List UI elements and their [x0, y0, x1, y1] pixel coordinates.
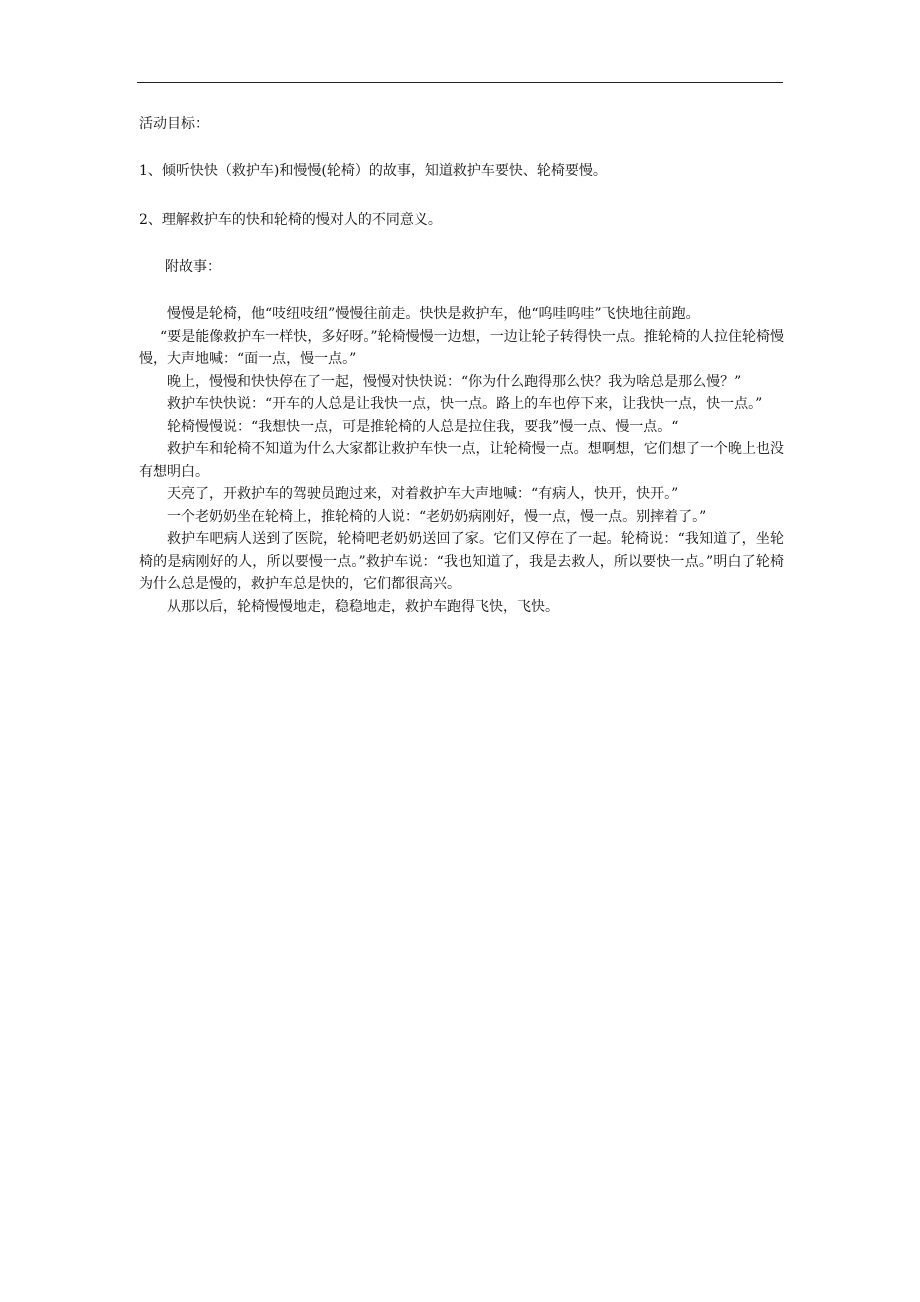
story-paragraph: 一个老奶奶坐在轮椅上，推轮椅的人说：“老奶奶病刚好，慢一点，慢一点。别摔着了。” — [167, 508, 707, 525]
story-paragraph: 慢慢是轮椅，他“吱纽吱纽”慢慢往前走。快快是救护车，他“呜哇呜哇”飞快地往前跑。 — [167, 306, 700, 322]
story-heading: 附故事： — [165, 259, 221, 275]
objective-item-2: 2、理解救护车的快和轮椅的慢对人的不同意义。 — [139, 212, 442, 228]
story-paragraph: 救护车吧病人送到了医院，轮椅吧老奶奶送回了家。它们又停在了一起。轮椅说：“我知道了，坐轮椅的是病刚好的人，所以要慢一点。”救护车说：“我也知道了，我是去救人，所以要快一点。”明白了轮椅为什么总是慢的，救护车总是快的，它们都很高兴。 — [139, 531, 784, 592]
objectives-heading: 活动目标： — [139, 116, 209, 132]
story-paragraph: 晚上，慢慢和快快停在了一起，慢慢对快快说：“你为什么跑得那么快？我为啥总是那么慢？” — [167, 373, 742, 390]
story-paragraph: 救护车快快说：“开车的人总是让我快一点，快一点。路上的车也停下来，让我快一点，快一点。” — [167, 396, 763, 412]
header-rule — [137, 82, 783, 83]
story-paragraph: 天亮了，开救护车的驾驶员跑过来，对着救护车大声地喊：“有病人，快开，快开。” — [167, 486, 679, 502]
story-body — [139, 303, 784, 618]
story-paragraph: 从那以后，轮椅慢慢地走，稳稳地走，救护车跑得飞快，飞快。 — [167, 598, 559, 615]
story-paragraph: 救护车和轮椅不知道为什么大家都让救护车快一点，让轮椅慢一点。想啊想，它们想了一个晚上也没有想明白。 — [139, 441, 784, 480]
story-paragraph: 轮椅慢慢说：“我想快一点，可是推轮椅的人总是拉住我，要我”慢一点、慢一点。“ — [167, 418, 679, 435]
objective-item-1: 1、倾听快快（救护车)和慢慢(轮椅）的故事，知道救护车要快、轮椅要慢。 — [139, 163, 607, 179]
story-paragraph: “要是能像救护车一样快，多好呀。”轮椅慢慢一边想，一边让轮子转得快一点。推轮椅的人拉住轮椅慢慢，大声地喊：“面一点，慢一点。” — [139, 328, 784, 367]
